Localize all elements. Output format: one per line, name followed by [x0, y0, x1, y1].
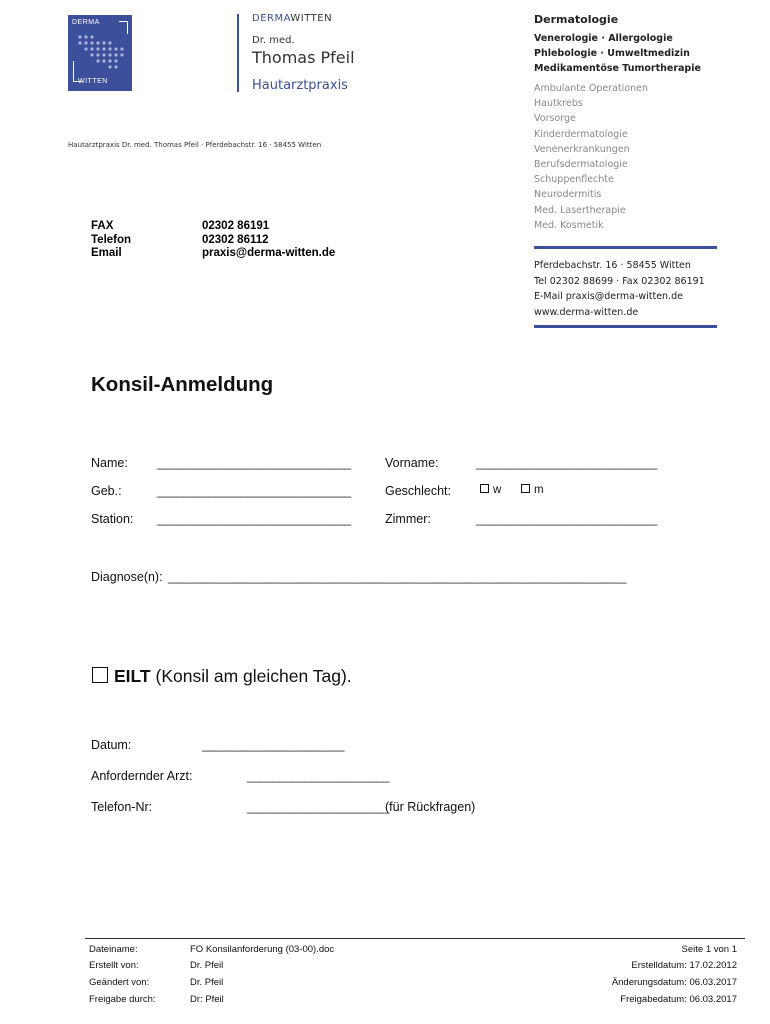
arzt-label: Anfordernder Arzt:	[91, 769, 193, 783]
station-field[interactable]: ______________________________	[157, 512, 351, 526]
service-item: Vorsorge	[534, 113, 576, 125]
specialty-list	[534, 31, 701, 76]
specialty-item: Venerologie · Allergologie	[534, 33, 673, 44]
checkbox-w[interactable]	[480, 484, 489, 493]
logo-text-top: DERMA	[72, 19, 100, 26]
service-item: Med. Lasertherapie	[534, 204, 626, 216]
sidebar-contact	[534, 258, 705, 320]
diagnose-label: Diagnose(n):	[91, 570, 163, 584]
footer-label: Freigabe durch:	[89, 994, 156, 1005]
gender-w-label: w	[493, 484, 502, 496]
brand-part-2: WITTEN	[290, 13, 333, 24]
sidebar-address: Pferdebachstr. 16 · 58455 Witten	[534, 260, 691, 271]
vorname-field[interactable]: ____________________________	[476, 456, 657, 470]
service-item: Ambulante Operationen	[534, 83, 649, 94]
service-item: Neurodermitis	[534, 189, 602, 201]
vorname-label: Vorname:	[385, 456, 439, 470]
logo-bracket-right	[119, 21, 128, 34]
name-label: Name:	[91, 456, 128, 470]
sidebar-website: www.derma-witten.de	[534, 306, 639, 318]
eilt-option[interactable]	[92, 666, 352, 687]
telefon-field[interactable]: ______________________	[247, 800, 389, 814]
footer-value: Dr: Pfeil	[190, 994, 224, 1005]
form-title: Konsil-Anmeldung	[91, 373, 274, 396]
specialty-item: Medikamentöse Tumortherapie	[534, 63, 701, 74]
logo-dot-pattern-icon	[76, 33, 126, 69]
phone-label: Telefon	[91, 233, 132, 246]
sidebar-rule-top	[534, 246, 717, 249]
footer-value: Dr. Pfeil	[190, 960, 224, 971]
footer-right: Seite 1 von 1	[681, 944, 737, 955]
footer-value: FO Konsilanforderung (03-00).doc	[190, 944, 335, 955]
footer-value: Dr. Pfeil	[190, 977, 224, 988]
eilt-bold: EILT	[114, 666, 151, 686]
brand-name	[252, 13, 332, 24]
eilt-checkbox[interactable]	[92, 667, 108, 683]
geb-label: Geb.:	[91, 484, 122, 498]
footer-label: Geändert von:	[89, 977, 150, 988]
sender-line: Hautarztpraxis Dr. med. Thomas Pfeil · Pferdebachstr. 16 · 58455 Witten	[68, 141, 322, 149]
brand-part-1: DERMA	[252, 13, 291, 24]
service-item: Hautkrebs	[534, 98, 583, 110]
email-value: praxis@derma-witten.de	[202, 247, 336, 259]
eilt-text: (Konsil am gleichen Tag).	[155, 666, 352, 686]
service-item: Kinderdermatologie	[534, 128, 628, 140]
services-list	[534, 81, 648, 233]
diagnose-field[interactable]: _______________________________________________________________________	[168, 570, 627, 584]
practice-logo	[68, 15, 132, 91]
logo-text-bottom: WITTEN	[78, 78, 108, 85]
service-item: Schuppenflechte	[534, 174, 614, 186]
geschlecht-label: Geschlecht:	[385, 484, 452, 498]
doctor-title: Dr. med.	[252, 35, 295, 46]
service-item: Berufsdermatologie	[534, 159, 628, 171]
specialty-heading: Dermatologie	[534, 13, 619, 26]
phone-value: 02302 86112	[202, 233, 269, 246]
checkbox-m[interactable]	[521, 484, 530, 493]
rueckfragen-note: (für Rückfragen)	[385, 800, 476, 814]
geb-field[interactable]: ______________________________	[157, 484, 351, 498]
footer-label: Dateiname:	[89, 944, 138, 955]
contact-labels	[91, 220, 131, 261]
arzt-field[interactable]: ______________________	[247, 769, 389, 783]
sidebar-phone: Tel 02302 88699 · Fax 02302 86191	[534, 275, 705, 287]
contact-values	[202, 220, 335, 261]
datum-field[interactable]: ______________________	[202, 738, 344, 752]
sidebar-rule-bottom	[534, 325, 717, 328]
footer-right: Änderungsdatum: 06.03.2017	[611, 977, 737, 988]
sidebar-email: E-Mail praxis@derma-witten.de	[534, 291, 683, 302]
datum-label: Datum:	[91, 738, 132, 752]
footer-right: Erstelldatum: 17.02.2012	[631, 960, 737, 971]
fax-label: FAX	[91, 220, 114, 232]
footer-label: Erstellt von:	[89, 960, 139, 971]
station-label: Station:	[91, 512, 134, 526]
footer-right: Freigabedatum: 06.03.2017	[620, 994, 737, 1005]
doctor-name: Thomas Pfeil	[252, 48, 355, 67]
footer-rule	[85, 938, 745, 939]
gender-m-label: m	[534, 484, 544, 496]
header-divider	[237, 14, 239, 92]
email-label: Email	[91, 247, 122, 259]
zimmer-field[interactable]: ____________________________	[476, 512, 657, 526]
gender-option-w[interactable]	[480, 484, 501, 496]
specialty-item: Phlebologie · Umweltmedizin	[534, 48, 690, 59]
service-item: Venenerkrankungen	[534, 143, 630, 155]
name-field[interactable]: ______________________________	[157, 456, 351, 470]
practice-name: Hautarztpraxis	[252, 78, 348, 93]
telefon-label: Telefon-Nr:	[91, 800, 153, 814]
fax-value: 02302 86191	[202, 220, 270, 232]
gender-option-m[interactable]	[521, 484, 544, 496]
service-item: Med. Kosmetik	[534, 219, 604, 231]
zimmer-label: Zimmer:	[385, 512, 431, 526]
